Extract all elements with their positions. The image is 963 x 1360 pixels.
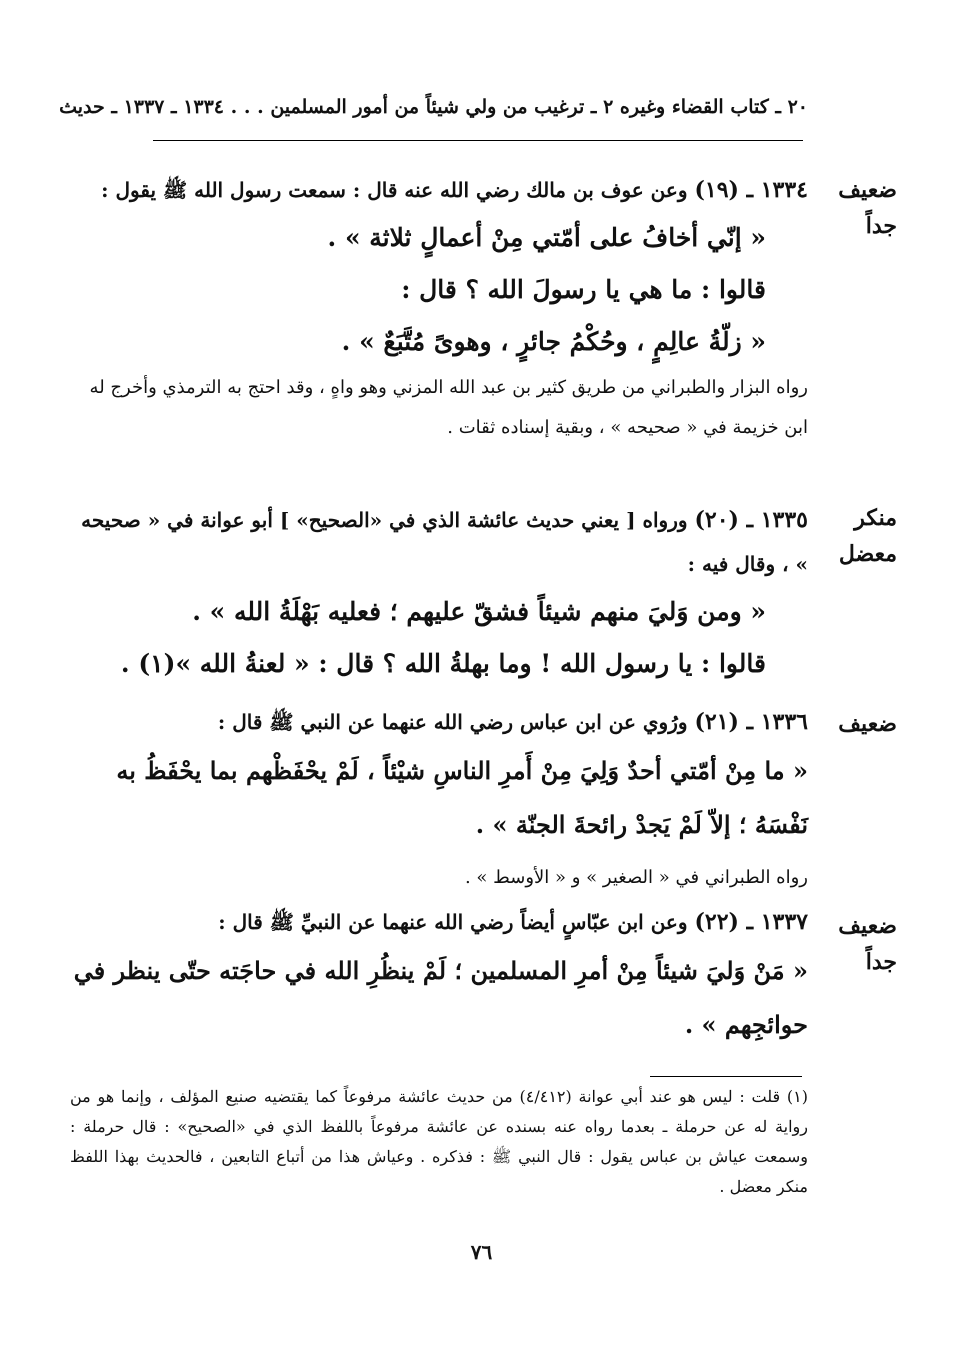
hadith-number: ١٣٣٦ ـ (٢١) <box>694 709 808 735</box>
grade-label-1336: ضعيف <box>838 711 897 737</box>
hadith-intro <box>70 900 808 944</box>
grade-label-1334: ضعيف جداً <box>838 177 897 239</box>
hadith-source: رواه الطبراني في « الصغير » و « الأوسط » . <box>464 867 808 888</box>
hadith-text: « مَنْ وَليَ شيئاً مِنْ أمرِ المسلمين ؛ لَمْ ينظُرِ الله في حاجَته حتّى ينظر في حوائجِهم » . <box>73 956 808 1039</box>
hadith-number: ١٣٣٤ ـ (١٩) <box>694 177 808 203</box>
hadith-intro-text: وعن ابن عبّاسٍ أيضاً رضي الله عنهما عن النبيِّ ﷺ قال : <box>218 910 688 934</box>
hadith-text-line: قالوا : ما هي يا رسولَ الله ؟ قال : <box>401 275 766 304</box>
footnote: (١) قلت : ليس هو عند أبي عوانة (٤/٤١٢) من حديث عائشة مرفوعاً كما يقتضيه صنيع المؤلف ، وإنما هو من رواية له عن حرملة ـ بعدما رواه عنه بسنده عن عائشة مرفوعاً باللفظ الذي في «الصحيح» : قال حرملة : وسمعت عياش بن عباس يقول : قال النبي ﷺ : فذكره . وعياش هذا من أتباع التابعين ، فالحديث بهذا اللفظ منكر معضل . <box>70 1087 809 1196</box>
hadith-source: رواه البزار والطبراني من طريق كثير بن عبد الله المزني وهو واهٍ ، وقد احتج به الترمذي وأخرج له ابن خزيمة في « صحيحه » ، وبقية إسناده ثقات . <box>89 377 808 438</box>
hadith-intro-text: ورُوي عن ابن عباس رضي الله عنهما عن النبي ﷺ قال : <box>217 710 688 734</box>
hadith-intro <box>70 498 808 586</box>
hadith-intro <box>70 168 808 212</box>
hadith-1334 <box>70 168 808 448</box>
hadith-text-line: « ومن وَليَ منهم شيئاً فشقّ عليهم ؛ فعليه بَهْلَةُ الله » . <box>192 597 766 626</box>
grade-label-1335: منكر معضل <box>838 505 897 567</box>
hadith-1337 <box>70 900 808 1052</box>
page-number: ٧٦ <box>470 1240 493 1264</box>
grade-label-1337: ضعيف جداً <box>838 913 897 975</box>
running-header: ٢٠ ـ كتاب القضاء وغيره ٢ ـ ترغيب من ولي شيئاً من أمور المسلمين . . . ١٣٣٤ ـ ١٣٣٧ ـ حديث <box>59 96 808 118</box>
hadith-1335 <box>70 498 808 690</box>
hadith-number: ١٣٣٥ ـ (٢٠) <box>694 507 808 533</box>
hadith-1336 <box>70 700 808 898</box>
hadith-intro-text: وعن عوف بن مالك رضي الله عنه قال : سمعت رسول الله ﷺ يقول : <box>101 178 688 202</box>
hadith-number: ١٣٣٧ ـ (٢٢) <box>694 909 808 935</box>
hadith-intro <box>70 700 808 744</box>
hadith-text-line: « زلّةُ عالِمٍ ، وحُكْمُ جائرٍ ، وهوىً مُتَّبَعٌ » . <box>341 327 766 356</box>
hadith-text-line: « إنّي أخافُ على أمّتي مِنْ أعمالٍ ثلاثة » . <box>327 223 766 252</box>
hadith-text-line: قالوا : يا رسول الله ! وما بهلةُ الله ؟ قال : « لعنةُ الله »(١) . <box>120 649 766 678</box>
hadith-text: « ما مِنْ أمّتي أحدٌ وَلِيَ مِنْ أَمرِ الناسِ شيْئاً ، لَمْ يحْفَظْهم بما يحْفَظُ به نَفْسَهُ ؛ إلاّ لَمْ يَجدْ رائحةَ الجنّة » . <box>116 756 808 839</box>
hadith-intro-text: ورواه [ يعني حديث عائشة الذي في «الصحيح» ] أبو عوانة في « صحيحه » ، وقال فيه : <box>81 508 808 576</box>
header-divider <box>153 140 803 141</box>
footnote-divider <box>650 1076 802 1077</box>
